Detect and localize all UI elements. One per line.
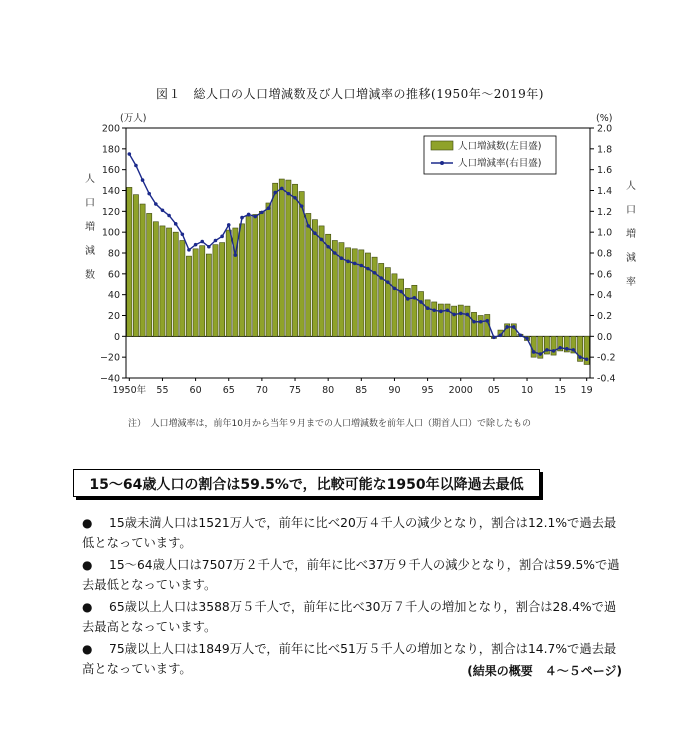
bar xyxy=(153,222,158,337)
x-tick-label: 60 xyxy=(189,385,202,396)
bar xyxy=(425,300,430,336)
rate-point xyxy=(260,211,264,215)
bullet-item xyxy=(82,513,642,553)
bullet-text-cont: 去最高となっています。 xyxy=(82,620,217,634)
right-tick-label: 1.8 xyxy=(597,144,613,156)
rate-point xyxy=(346,260,350,264)
rate-point xyxy=(373,271,377,275)
x-tick-label: 15 xyxy=(554,385,567,396)
page-reference: (結果の概要 ４～５ページ) xyxy=(467,664,622,678)
bar xyxy=(259,211,264,336)
rate-point xyxy=(200,240,204,244)
rate-point xyxy=(333,251,337,255)
rate-point xyxy=(439,310,443,314)
rate-point xyxy=(386,280,390,284)
population-chart xyxy=(0,100,700,410)
bar xyxy=(246,217,251,337)
bar xyxy=(239,224,244,337)
rate-point xyxy=(326,245,330,249)
bullet-dot: ● xyxy=(82,600,93,614)
rate-point xyxy=(558,346,562,350)
rate-point xyxy=(147,192,151,196)
legend-bar-label: 人口増減数(左目盛) xyxy=(458,141,542,152)
bar xyxy=(286,180,291,336)
rate-point xyxy=(419,300,423,304)
bar xyxy=(133,195,138,337)
rate-point xyxy=(194,243,198,247)
rate-point xyxy=(466,313,470,317)
bullet-dot: ● xyxy=(82,642,93,656)
figure-title: 図１ 総人口の人口増減数及び人口増減率の推移(1950年～2019年) xyxy=(156,87,544,101)
rate-point xyxy=(552,349,556,353)
rate-point xyxy=(181,232,185,236)
x-tick-label: 90 xyxy=(388,385,401,396)
rate-point xyxy=(472,320,476,324)
x-tick-label: 85 xyxy=(355,385,368,396)
left-axis-label-char: 口 xyxy=(85,198,95,209)
right-tick-label: 0.4 xyxy=(597,290,613,302)
left-tick-label: 200 xyxy=(101,123,120,135)
left-axis-label-char: 減 xyxy=(85,246,95,257)
bullet-text-cont: 去最低となっています。 xyxy=(82,578,217,592)
bullet-item xyxy=(82,555,642,595)
rate-point xyxy=(426,306,430,310)
rate-point xyxy=(446,308,450,312)
bar xyxy=(365,253,370,336)
legend-line-marker xyxy=(440,161,444,165)
bar xyxy=(399,279,404,336)
bar xyxy=(140,204,145,336)
rate-point xyxy=(406,297,410,301)
x-tick-label: 05 xyxy=(487,385,500,396)
rate-point xyxy=(393,287,397,291)
right-tick-label: 1.4 xyxy=(597,186,613,197)
rate-point xyxy=(174,222,178,226)
rate-point xyxy=(360,264,364,268)
rate-point xyxy=(538,352,542,356)
rate-point xyxy=(253,215,257,219)
bullet-text: 15～64歳人口は7507万２千人で，前年に比べ37万９千人の減少となり，割合は59.5%で過 xyxy=(109,558,620,572)
x-tick-label: 10 xyxy=(520,385,534,396)
rate-point xyxy=(240,216,244,220)
bar xyxy=(127,187,132,336)
right-unit-label: (%) xyxy=(596,113,613,124)
bar xyxy=(452,306,457,336)
rate-point xyxy=(141,178,145,182)
rate-point xyxy=(313,231,317,235)
bar xyxy=(279,179,284,336)
right-tick-label: 2.0 xyxy=(597,123,613,135)
x-tick-label: 75 xyxy=(288,385,302,396)
rate-point xyxy=(273,191,277,195)
left-tick-label: −20 xyxy=(99,352,120,364)
rate-point xyxy=(578,355,582,359)
rate-point xyxy=(525,337,529,341)
right-tick-label: 0.2 xyxy=(597,311,613,322)
rate-point xyxy=(479,320,483,324)
left-tick-label: 120 xyxy=(101,206,120,218)
bar xyxy=(438,304,443,336)
rate-point xyxy=(214,239,218,243)
right-axis-label-char: 口 xyxy=(626,205,636,216)
legend-bar-swatch xyxy=(431,141,453,150)
x-tick-label: 2000 xyxy=(448,385,473,396)
right-axis-label-char: 率 xyxy=(626,277,636,288)
bullet-text-cont: 低となっています。 xyxy=(82,536,192,550)
rate-point xyxy=(485,319,489,323)
right-tick-label: 1.2 xyxy=(597,206,613,218)
left-tick-label: 40 xyxy=(107,290,120,302)
bar xyxy=(379,263,384,336)
bar xyxy=(385,268,390,337)
bar xyxy=(226,230,231,336)
rate-point xyxy=(293,196,297,200)
bullet-text: 15歳未満人口は1521万人で，前年に比べ20万４千人の減少となり，割合は12.1%で過去最 xyxy=(109,516,617,530)
right-axis-label-char: 人 xyxy=(626,181,636,192)
bullet-text: 65歳以上人口は3588万５千人で，前年に比べ30万７千人の増加となり，割合は28.4%で過 xyxy=(109,600,617,614)
legend-line-label: 人口増減率(右目盛) xyxy=(458,158,542,169)
x-tick-label: 80 xyxy=(322,385,335,396)
bar xyxy=(160,226,165,336)
rate-point xyxy=(320,238,324,242)
left-axis-label-char: 数 xyxy=(85,270,95,281)
bar xyxy=(359,250,364,336)
rate-point xyxy=(353,262,357,266)
bar xyxy=(253,214,258,336)
bar xyxy=(405,288,410,336)
right-tick-label: 0.6 xyxy=(597,269,613,281)
bar xyxy=(193,249,198,336)
bar xyxy=(312,220,317,337)
bar xyxy=(432,302,437,336)
rate-point xyxy=(187,248,191,252)
right-tick-label: -0.4 xyxy=(597,373,616,385)
right-tick-label: 1.6 xyxy=(597,165,613,177)
bar xyxy=(220,243,225,337)
right-tick-label: 0.8 xyxy=(597,248,613,260)
bullet-item xyxy=(82,597,642,637)
rate-point xyxy=(366,267,370,271)
left-tick-label: 160 xyxy=(101,165,120,177)
rate-point xyxy=(306,224,310,228)
rate-point xyxy=(280,187,284,191)
rate-point xyxy=(519,333,523,337)
x-tick-label: 70 xyxy=(255,385,268,396)
bar xyxy=(147,213,152,336)
left-tick-label: 180 xyxy=(101,144,120,156)
left-axis-label-char: 増 xyxy=(85,222,95,233)
rate-point xyxy=(167,214,171,218)
rate-point xyxy=(128,152,132,156)
rate-point xyxy=(234,253,238,257)
bar xyxy=(200,246,205,337)
left-tick-label: 80 xyxy=(107,248,120,260)
rate-point xyxy=(585,357,589,361)
bar xyxy=(292,184,297,336)
bar xyxy=(471,312,476,336)
rate-point xyxy=(161,208,165,212)
rate-point xyxy=(572,348,576,352)
rate-point xyxy=(227,223,231,227)
bullet-dot: ● xyxy=(82,558,93,572)
rate-point xyxy=(379,276,383,280)
bar xyxy=(418,292,423,337)
bar xyxy=(173,232,178,336)
rate-point xyxy=(287,192,291,196)
left-tick-label: 60 xyxy=(107,269,120,281)
rate-point xyxy=(247,213,251,217)
bullet-dot: ● xyxy=(82,516,93,530)
x-tick-label: 1950年 xyxy=(112,385,147,396)
rate-point xyxy=(432,308,436,312)
rate-point xyxy=(499,333,503,337)
rate-point xyxy=(512,325,516,329)
rate-point xyxy=(207,245,211,249)
right-tick-label: -0.2 xyxy=(597,352,616,364)
left-unit-label: (万人) xyxy=(120,113,147,124)
bar xyxy=(266,203,271,336)
rate-point xyxy=(134,164,138,168)
x-tick-label: 95 xyxy=(421,385,434,396)
rate-point xyxy=(492,336,496,340)
bar xyxy=(465,306,470,336)
bullet-text: 75歳以上人口は1849万人で，前年に比べ51万５千人の増加となり，割合は14.7%で過去最 xyxy=(109,642,617,656)
rate-point xyxy=(267,206,271,210)
x-tick-label: 65 xyxy=(222,385,235,396)
left-tick-label: 20 xyxy=(107,311,120,322)
rate-point xyxy=(399,290,403,294)
right-axis-label-char: 増 xyxy=(626,229,636,240)
rate-point xyxy=(154,202,158,206)
left-tick-label: 100 xyxy=(101,227,120,239)
rate-point xyxy=(413,296,417,300)
left-axis-label-char: 人 xyxy=(85,174,95,185)
right-tick-label: 0.0 xyxy=(597,331,613,343)
left-tick-label: 140 xyxy=(101,186,120,197)
bar xyxy=(458,305,463,336)
rate-point xyxy=(459,312,463,316)
right-tick-label: 1.0 xyxy=(597,227,613,239)
legend xyxy=(424,136,556,174)
rate-point xyxy=(565,347,569,351)
bar xyxy=(186,256,191,336)
rate-point xyxy=(220,235,224,239)
rate-point xyxy=(532,350,536,354)
rate-point xyxy=(505,325,509,329)
bar xyxy=(478,316,483,337)
right-axis-label-char: 減 xyxy=(626,253,636,264)
bar xyxy=(372,257,377,336)
rate-point xyxy=(545,348,549,352)
chart-note: 注） 人口増減率は，前年10月から当年９月までの人口増減数を前年人口（期首人口）で除したもの xyxy=(128,419,531,429)
headline: 15～64歳人口の割合は59.5%で，比較可能な1950年以降過去最低 xyxy=(89,477,524,493)
rate-point xyxy=(340,256,344,260)
rate-point xyxy=(300,204,304,208)
bar xyxy=(167,228,172,336)
bar xyxy=(412,285,417,336)
bar xyxy=(306,213,311,336)
bar xyxy=(206,254,211,336)
left-tick-label: −40 xyxy=(99,373,120,385)
left-tick-label: 0 xyxy=(113,331,120,343)
bar xyxy=(213,245,218,337)
bullet-text-cont: 高となっています。 xyxy=(82,662,192,676)
x-tick-label: 19 xyxy=(580,385,593,396)
bar xyxy=(273,183,278,336)
bar xyxy=(392,274,397,337)
bar xyxy=(326,234,331,336)
x-tick-label: 55 xyxy=(156,385,169,396)
headline-box xyxy=(73,469,540,497)
bar xyxy=(180,241,185,337)
rate-point xyxy=(452,313,456,317)
